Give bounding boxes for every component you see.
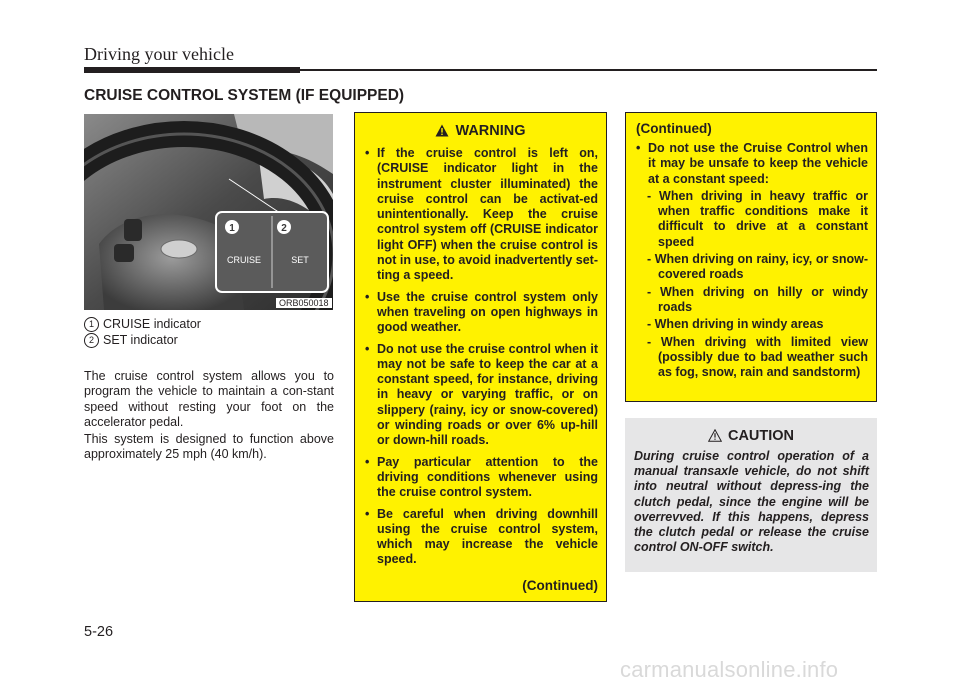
continued-subitem: - When driving with limited view (possibly due to bad weather such as fog, snow, rain and sandstorm): [647, 334, 868, 380]
continued-item: • Do not use the Cruise Control when it may be unsafe to keep the vehicle at a constant speed:: [636, 141, 868, 186]
continued-list: [636, 141, 868, 382]
steering-wheel-illustration: [84, 114, 333, 310]
warning-title: WARNING: [455, 123, 526, 139]
warning-item: • Be careful when driving downhill using the cruise control system, which may increase the vehicle speed.: [365, 506, 598, 567]
body-paragraph-1: The cruise control system allows you to program the vehicle to maintain a con-stant speed without resting your foot on the accelerator pedal.: [84, 369, 334, 430]
callout-label-2: 2: [281, 223, 287, 234]
warning-continued: (Continued): [522, 578, 598, 593]
continued-subitem: - When driving on hilly or windy roads: [647, 284, 868, 314]
warning-heading: [355, 123, 606, 139]
caution-heading: [625, 428, 877, 444]
warning-item: • Pay particular attention to the driving conditions whenever using the cruise control system.: [365, 454, 598, 500]
watermark: carmanualsonline.info: [620, 657, 839, 682]
continued-warning-box: [625, 112, 877, 402]
warning-triangle-icon: [435, 124, 449, 137]
set-button-label: SET: [291, 255, 309, 265]
page-number: 5-26: [84, 624, 114, 640]
warning-box: [354, 112, 607, 602]
continued-subitem: - When driving on rainy, icy, or snow-covered roads: [647, 252, 868, 282]
continued-subitem: - When driving in windy areas: [647, 317, 824, 332]
indicator-label: CRUISE indicator: [103, 317, 201, 331]
warning-item: • Use the cruise control system only when traveling on open highways in good weather.: [365, 289, 598, 335]
caution-title: CAUTION: [727, 428, 795, 444]
caution-text: During cruise control operation of a manual transaxle vehicle, do not shift into neutral without depress-ing the clutch pedal, since the engine will be overrevved. If this happens, depress the clutch pedal or release the cruise control ON-OFF switch.: [634, 449, 869, 555]
indicator-number: 1: [84, 317, 99, 332]
continued-title: (Continued): [636, 121, 712, 136]
steering-wheel-photo: [84, 114, 333, 310]
indicator-number: 2: [84, 333, 99, 348]
continued-subitem: - When driving in heavy traffic or when traffic conditions make it difficult to drive at a constant speed: [647, 188, 868, 249]
callout-label-1: 1: [229, 223, 235, 234]
running-header: Driving your vehicle: [84, 44, 234, 64]
warning-item: • If the cruise control is left on, (CRUISE indicator light in the instrument cluster illuminated) the cruise control can be activat-ed unintentionally. Keep the cruise control system off (CRUISE indicator light OFF) when the cruise control is not in use, to avoid inadvertently set-ting a speed.: [365, 146, 598, 283]
warning-item: • Do not use the cruise control when it may not be safe to keep the car at a constant speed, for instance, driving in heavy or varying traffic, or on slippery (rainy, icy or snow-covered) or winding roads or over 6% up-hill or down-hill roads.: [365, 341, 598, 448]
warning-list: [365, 146, 598, 574]
header-bar: [84, 67, 300, 73]
caution-triangle-icon: [708, 429, 722, 442]
indicator-label: SET indicator: [103, 333, 178, 347]
cruise-button-label: CRUISE: [226, 255, 262, 265]
indicator-cruise: [84, 317, 201, 332]
section-title: CRUISE CONTROL SYSTEM (IF EQUIPPED): [84, 87, 405, 104]
figure-code: ORB050018: [276, 298, 332, 308]
indicator-set: [84, 333, 178, 348]
caution-box: [625, 418, 877, 572]
header-rule: [300, 69, 877, 71]
body-paragraph-2: This system is designed to function above approximately 25 mph (40 km/h).: [84, 432, 334, 462]
